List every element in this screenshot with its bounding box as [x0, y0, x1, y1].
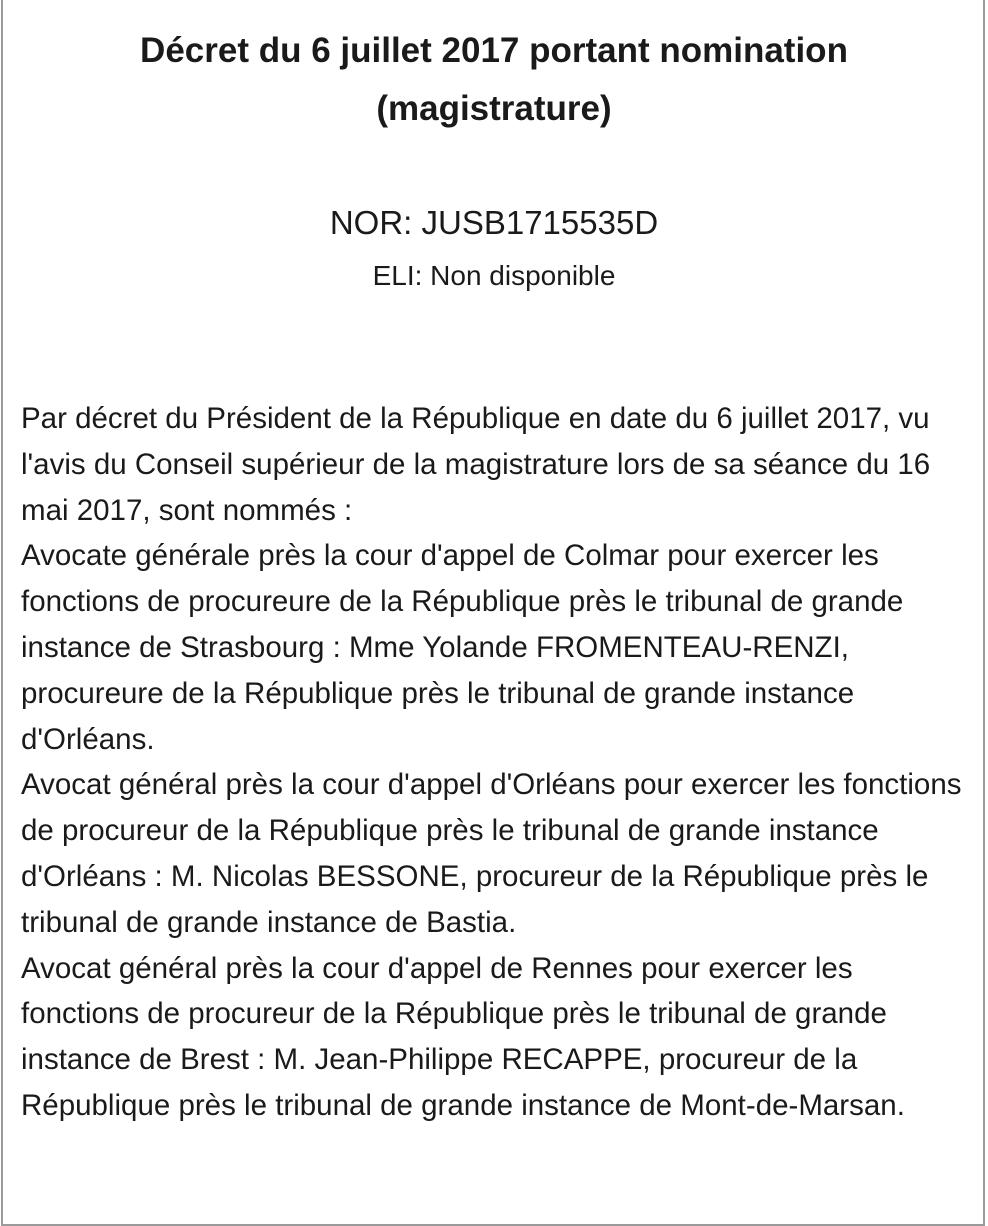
nor-reference: NOR: JUSB1715535D [329, 204, 659, 241]
appointment-paragraph: Avocat général près la cour d'appel de Rennes pour exercer les fonctions de procureur de la République près le tribunal de grande instance de Brest : M. Jean-Philippe RECAPPE, procureur de la République près le tribunal de grande instance de Mont-de-Marsan. [21, 951, 905, 1122]
appointment-paragraph: Avocat général près la cour d'appel d'Orléans pour exercer les fonctions de procureur de la République près le tribunal de grande instance d'Orléans : M. Nicolas BESSONE, procureur de la République près le tribunal de grande instance de Bastia. [21, 768, 962, 939]
appointment-paragraph: Avocate générale près la cour d'appel de Colmar pour exercer les fonctions de procureure de la République près le tribunal de grande instance de Strasbourg : Mme Yolande FROMENTEAU-RENZI, procureure de la République près le tribunal de grande instance d'Orléans. [21, 539, 904, 756]
decree-intro-paragraph: Par décret du Président de la République en date du 6 juillet 2017, vu l'avis du Conseil supérieur de la magistrature lors de sa séance du 16 mai 2017, sont nommés : [21, 402, 931, 527]
title-line-2: (magistrature) [376, 89, 612, 128]
decree-body [21, 396, 971, 1129]
document-title [0, 22, 988, 138]
eli-reference: ELI: Non disponible [372, 260, 616, 291]
title-line-1: Décret du 6 juillet 2017 portant nomination [140, 31, 848, 70]
